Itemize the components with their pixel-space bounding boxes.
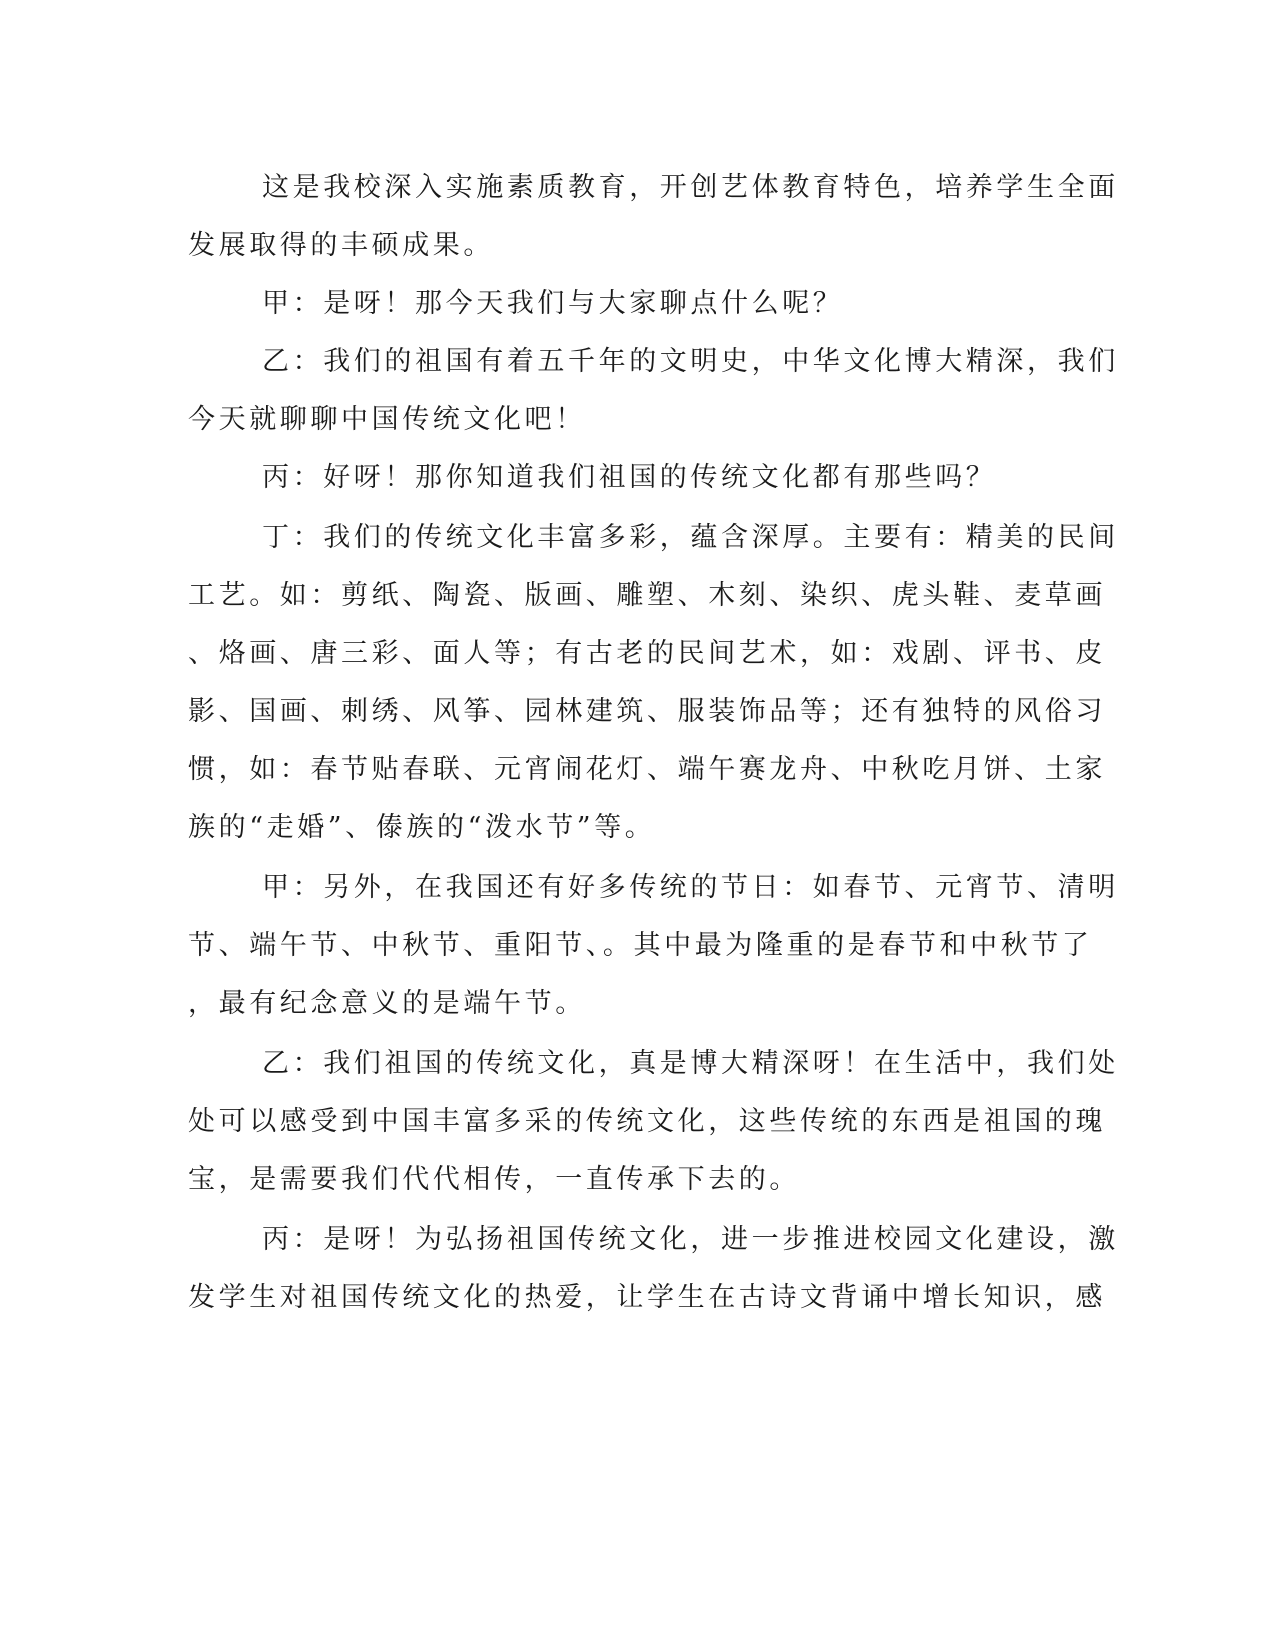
text-line-2: 发展取得的丰硕成果。 [188,230,494,261]
text-line-11: 惯，如：春节贴春联、元宵闹花灯、端午赛龙舟、中秋吃月饼、土家 [188,754,1106,785]
text-line-10: 影、国画、刺绣、风筝、园林建筑、服装饰品等；还有独特的风俗习 [188,696,1106,727]
text-line-5: 今天就聊聊中国传统文化吧！ [188,404,586,435]
text-line-4: 乙：我们的祖国有着五千年的文明史，中华文化博大精深，我们 [262,346,1119,377]
text-line-18: 宝，是需要我们代代相传，一直传承下去的。 [188,1164,800,1195]
text-line-15: ，最有纪念意义的是端午节。 [188,988,586,1019]
text-line-14: 节、端午节、中秋节、重阳节、。其中最为隆重的是春节和中秋节了 [188,930,1093,961]
text-line-1: 这是我校深入实施素质教育，开创艺体教育特色，培养学生全面 [262,172,1119,203]
text-line-20: 发学生对祖国传统文化的热爱，让学生在古诗文背诵中增长知识，感 [188,1282,1106,1313]
text-line-16: 乙：我们祖国的传统文化，真是博大精深呀！在生活中，我们处 [262,1048,1119,1079]
text-line-12: 族的“走婚”、傣族的“泼水节”等。 [188,812,656,843]
text-line-8: 工艺。如：剪纸、陶瓷、版画、雕塑、木刻、染织、虎头鞋、麦草画 [188,580,1106,611]
text-line-3: 甲：是呀！那今天我们与大家聊点什么呢？ [262,288,844,319]
text-line-19: 丙：是呀！为弘扬祖国传统文化，进一步推进校园文化建设，激 [262,1224,1119,1255]
text-line-7: 丁：我们的传统文化丰富多彩，蕴含深厚。主要有：精美的民间 [262,522,1119,553]
text-line-9: 、烙画、唐三彩、面人等；有古老的民间艺术，如：戏剧、评书、皮 [188,638,1106,669]
text-line-6: 丙：好呀！那你知道我们祖国的传统文化都有那些吗？ [262,462,997,493]
text-line-13: 甲：另外，在我国还有好多传统的节日：如春节、元宵节、清明 [262,872,1119,903]
text-line-17: 处可以感受到中国丰富多采的传统文化，这些传统的东西是祖国的瑰 [188,1106,1106,1137]
